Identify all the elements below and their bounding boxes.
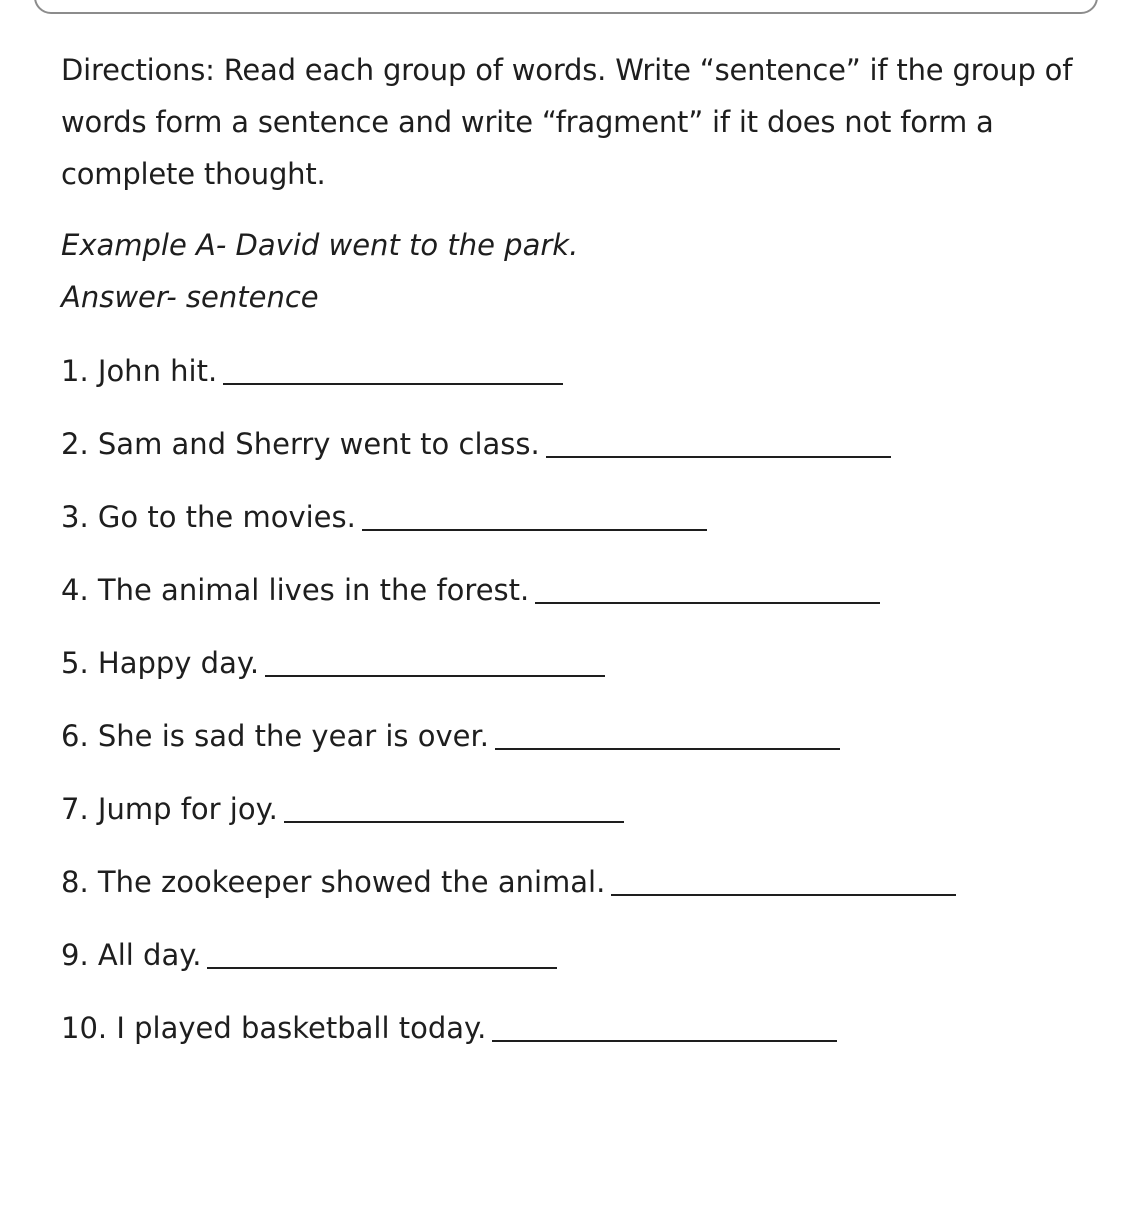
example-answer: Answer- sentence (61, 280, 319, 314)
question-item (61, 573, 880, 607)
question-text: 5. Happy day. (61, 646, 260, 680)
question-item (61, 1011, 837, 1045)
question-text: 2. Sam and Sherry went to class. (61, 427, 540, 461)
question-text: 8. The zookeeper showed the animal. (61, 865, 606, 899)
question-item (61, 500, 707, 534)
answer-blank[interactable] (495, 726, 840, 750)
worksheet (61, 44, 1101, 1045)
answer-blank[interactable] (546, 434, 891, 458)
question-text: 1. John hit. (61, 354, 218, 388)
question-item (61, 354, 563, 388)
answer-blank[interactable] (362, 507, 707, 531)
question-item (61, 646, 605, 680)
answer-blank[interactable] (265, 653, 605, 677)
question-item (61, 719, 840, 753)
question-text: 10. I played basketball today. (61, 1011, 487, 1045)
answer-blank[interactable] (492, 1018, 837, 1042)
question-item (61, 427, 891, 461)
directions-text: Directions: Read each group of words. Write “sentence” if the group of words form a sentence and write “fragment” if it does not form a complete thought. (61, 53, 1073, 191)
answer-blank[interactable] (284, 799, 624, 823)
answer-blank[interactable] (207, 945, 557, 969)
question-text: 4. The animal lives in the forest. (61, 573, 530, 607)
question-item (61, 938, 557, 972)
answer-blank[interactable] (611, 872, 956, 896)
question-item (61, 865, 956, 899)
question-text: 7. Jump for joy. (61, 792, 278, 826)
question-text: 9. All day. (61, 938, 202, 972)
example-prompt: Example A- David went to the park. (61, 228, 579, 262)
question-item (61, 792, 624, 826)
question-text: 3. Go to the movies. (61, 500, 356, 534)
answer-blank[interactable] (535, 580, 880, 604)
answer-blank[interactable] (223, 361, 563, 385)
question-text: 6. She is sad the year is over. (61, 719, 489, 753)
page-top-border (34, 0, 1098, 14)
